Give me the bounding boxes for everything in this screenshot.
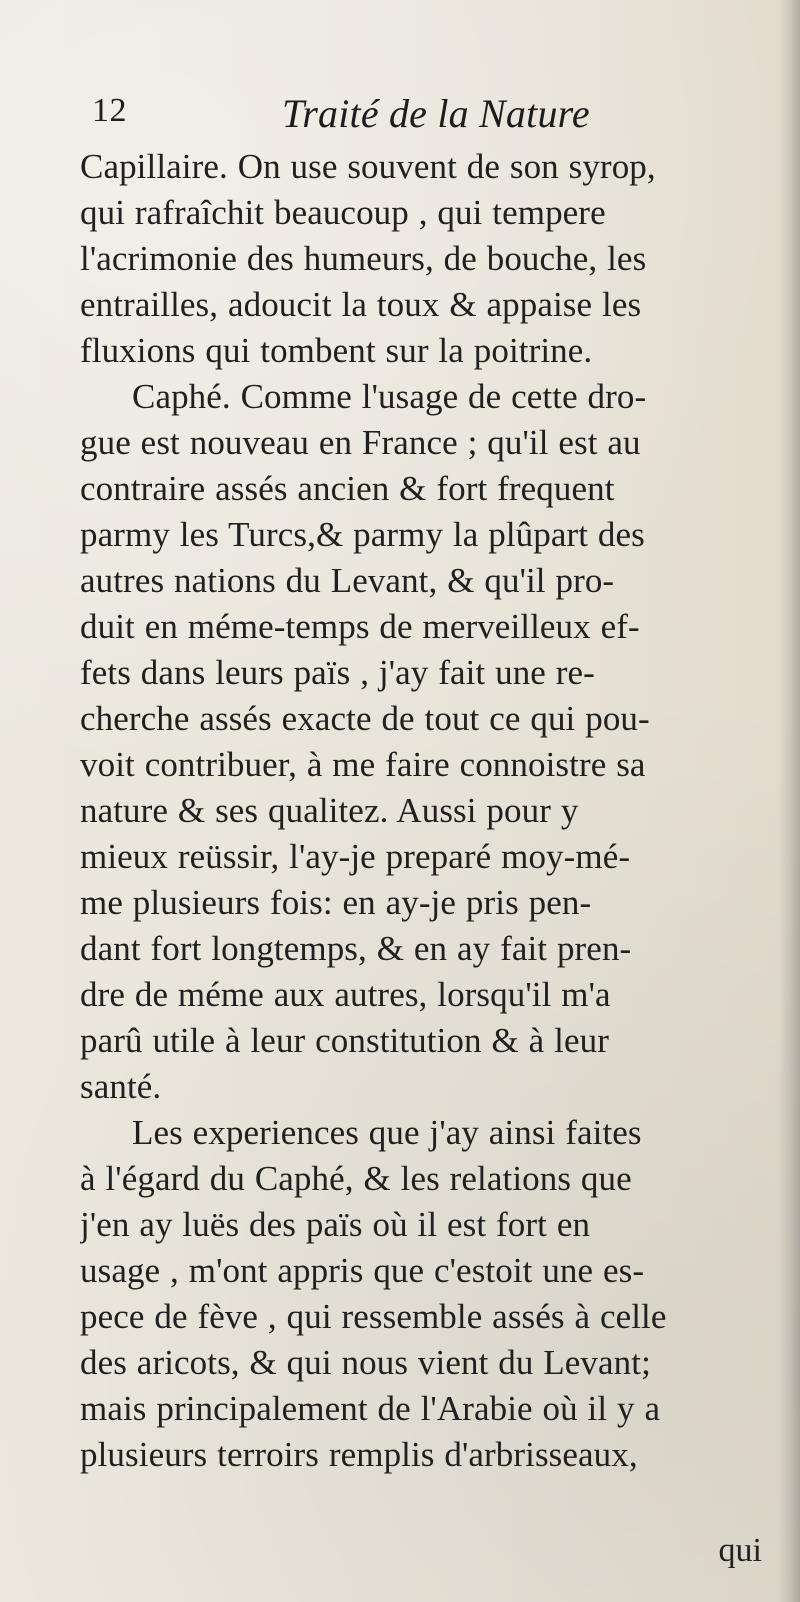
text-line: plusieurs terroirs remplis d'arbrisseaux, [80, 1435, 638, 1474]
text-line: duit en méme-temps de merveilleux ef- [80, 607, 640, 646]
text-line: cherche assés exacte de tout ce qui pou- [80, 699, 650, 738]
text-line: Caphé. Comme l'usage de cette dro- [132, 377, 647, 416]
text-line: Capillaire. On use souvent de son syrop, [80, 147, 656, 186]
text-line: parmy les Turcs,& parmy la plûpart des [80, 515, 645, 554]
text-line: dre de méme aux autres, lorsqu'il m'a [80, 975, 611, 1014]
text-line: parû utile à leur constitution & à leur [80, 1021, 609, 1060]
text-line: qui rafraîchit beaucoup , qui tempere [80, 193, 606, 232]
text-line: Les experiences que j'ay ainsi faites [132, 1113, 642, 1152]
catchword: qui [718, 1532, 762, 1569]
body-text [80, 144, 770, 1478]
text-line: usage , m'ont appris que c'estoit une es- [80, 1251, 645, 1290]
text-line: voit contribuer, à me faire connoistre sa [80, 745, 646, 784]
text-line: pece de fève , qui ressemble assés à celle [80, 1297, 667, 1336]
text-line: fluxions qui tombent sur la poitrine. [80, 331, 593, 370]
text-line: mais principalement de l'Arabie où il y a [80, 1389, 661, 1428]
page-header [92, 92, 692, 152]
text-line: gue est nouveau en France ; qu'il est au [80, 423, 641, 462]
text-line: autres nations du Levant, & qu'il pro- [80, 561, 615, 600]
running-head: Traité de la Nature [282, 91, 590, 136]
page-gutter-shadow [778, 0, 800, 1602]
text-line: contraire assés ancien & fort frequent [80, 469, 615, 508]
text-line: nature & ses qualitez. Aussi pour y [80, 791, 579, 830]
text-line: mieux reüssir, l'ay-je preparé moy-mé- [80, 837, 631, 876]
text-line: à l'égard du Caphé, & les relations que [80, 1159, 632, 1198]
text-line: l'acrimonie des humeurs, de bouche, les [80, 239, 647, 278]
text-line: santé. [80, 1067, 162, 1106]
page-number: 12 [92, 92, 127, 129]
text-line: me plusieurs fois: en ay-je pris pen- [80, 883, 592, 922]
text-line: fets dans leurs païs , j'ay fait une re- [80, 653, 595, 692]
text-line: j'en ay luës des païs où il est fort en [80, 1205, 591, 1244]
text-line: entrailles, adoucit la toux & appaise les [80, 285, 642, 324]
text-line: des aricots, & qui nous vient du Levant; [80, 1343, 651, 1382]
text-line: dant fort longtemps, & en ay fait pren- [80, 929, 632, 968]
